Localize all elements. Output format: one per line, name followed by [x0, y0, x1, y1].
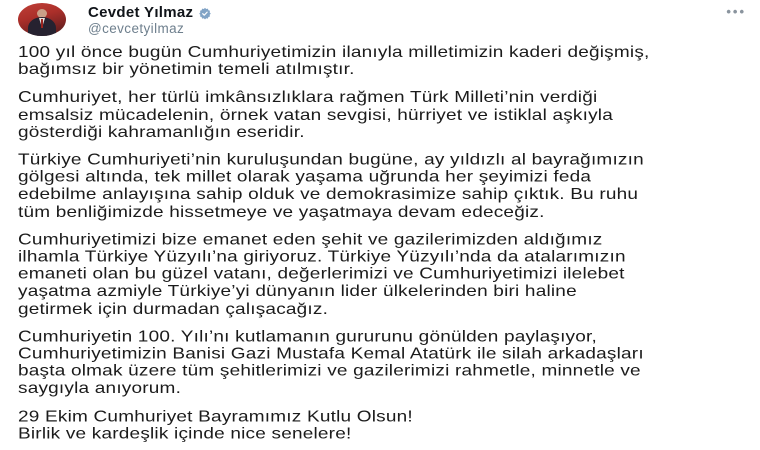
verified-badge-icon	[198, 7, 212, 20]
post-line: emsalsiz mücadelenin, örnek vatan sevgisi, hürriyet ve istiklal aşkıyla	[18, 106, 613, 124]
name-row	[88, 5, 212, 21]
post-line: bağımsız bir yönetimin temeli atılmıştır.	[18, 61, 355, 79]
post-line: başta olmak üzere tüm şehitlerimizi ve gazilerimizi rahmetle, minnetle ve	[18, 362, 641, 380]
profile-avatar[interactable]	[18, 3, 66, 36]
avatar-tie	[41, 19, 43, 28]
post-text	[18, 44, 758, 450]
post-line: ilhamla Türkiye Yüzyılı’na giriyoruz. Türkiye Yüzyılı’nda da atalarımızın	[18, 248, 626, 266]
post-line: edebilme anlayışına sahip olduk ve demokrasimize sahip çıktık. Bu ruhu	[18, 186, 639, 204]
post-line: saygıyla anıyorum.	[18, 380, 182, 398]
post-header	[0, 0, 760, 40]
post-line: 100 yıl önce bugün Cumhuriyetimizin ilanıyla milletimizin kaderi değişmiş,	[18, 44, 650, 62]
post-line: Cumhuriyet, her türlü imkânsızlıklara rağmen Türk Milleti’nin verdiği	[18, 89, 598, 107]
more-options-button[interactable]: •••	[726, 4, 746, 19]
post-line: emaneti olan bu güzel vatanı, değerlerimizi ve Cumhuriyetimizi ilelebet	[18, 265, 625, 283]
post-paragraph	[18, 408, 758, 443]
display-name[interactable]: Cevdet Yılmaz	[88, 4, 194, 21]
post-line: Cumhuriyetimizin Banisi Gazi Mustafa Kemal Atatürk ile silah arkadaşları	[18, 345, 644, 363]
post-line: gösterdiği kahramanlığın eseridir.	[18, 123, 305, 141]
post-line: Birlik ve kardeşlik içinde nice senelere!	[18, 425, 352, 443]
post-paragraph	[18, 231, 758, 317]
post-paragraph	[18, 328, 758, 397]
post-line: gölgesi altında, tek millet olarak yaşama uğrunda her şeyimizi feda	[18, 168, 592, 186]
post-line: Türkiye Cumhuriyeti’nin kuruluşundan bugüne, ay yıldızlı al bayrağımızın	[18, 151, 644, 169]
post-line: Cumhuriyetimizi bize emanet eden şehit ve gazilerimizden aldığımız	[18, 231, 603, 249]
post-line: 29 Ekim Cumhuriyet Bayramımız Kutlu Olsun!	[18, 408, 413, 426]
post-paragraph	[18, 89, 758, 141]
post-line: tüm benliğimizde hissetmeye ve yaşatmaya devam edeceğiz.	[18, 203, 545, 221]
post-line: Cumhuriyetin 100. Yılı’nı kutlamanın gururunu gönülden paylaşıyor,	[18, 328, 597, 346]
identity-block	[88, 5, 212, 36]
post-line: getirmek için durmadan çalışacağız.	[18, 300, 329, 318]
user-handle[interactable]: @cevcetyilmaz	[88, 21, 185, 36]
post-line: yaşatma azmiyle Türkiye’yi dünyanın lider ülkelerinden biri haline	[18, 283, 577, 301]
post-paragraph	[18, 152, 758, 221]
post-paragraph	[18, 44, 758, 79]
